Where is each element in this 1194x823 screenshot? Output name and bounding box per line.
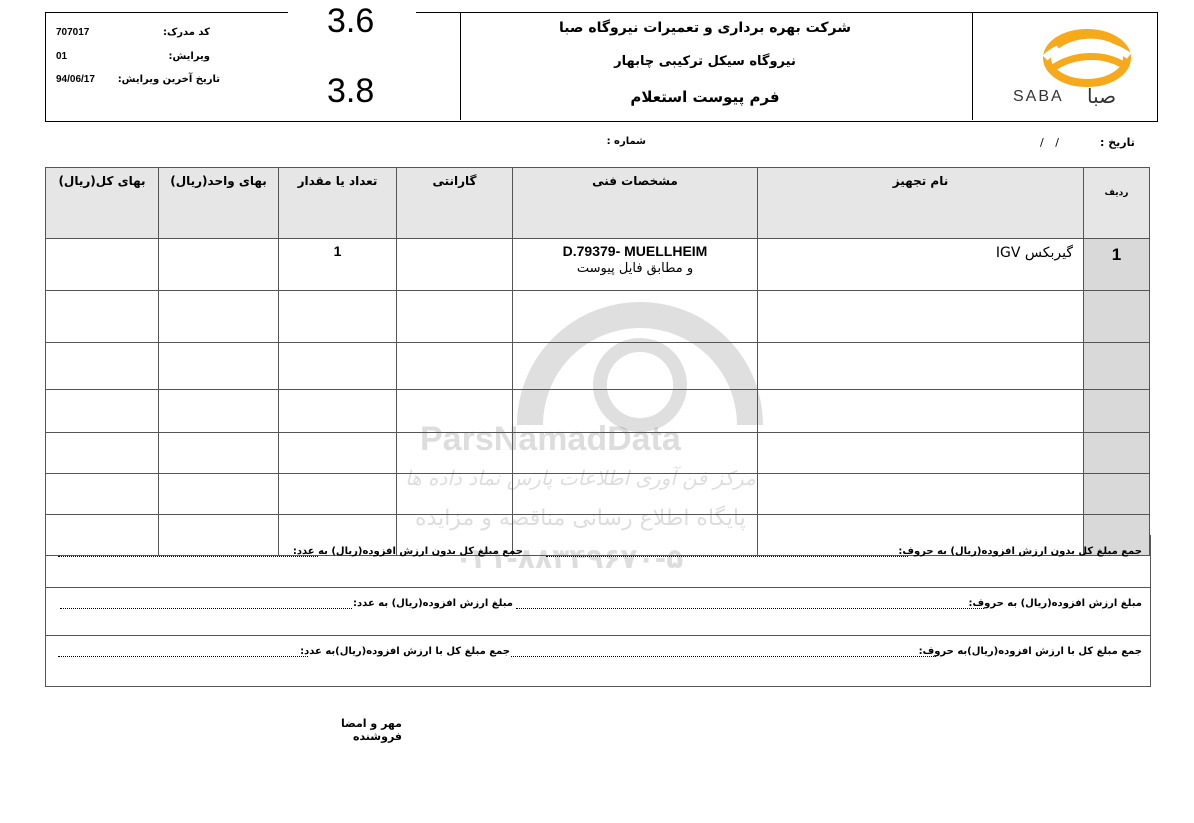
overlay-number-1: 3.6 [327, 2, 375, 40]
saba-logo [1005, 18, 1150, 113]
last-edit-value: 94/06/17 [56, 74, 95, 85]
row-number: 1 [1084, 239, 1150, 291]
seller-seal-label: مهر و امضا فروشنده [341, 717, 402, 743]
form-title: فرم پیوست استعلام [630, 88, 780, 106]
items-table [45, 167, 1150, 556]
logo-text-fa: صبا [1087, 84, 1117, 108]
watermark-phone: ۰۲۱-۸۸۳۴۹۶۷۰-۵ [455, 542, 684, 575]
logo-text-latin: SABA [1013, 88, 1064, 105]
total-with-vat-words-label: جمع مبلغ کل با ارزش افزوده(ریال)به حروف: [918, 646, 1142, 657]
header-divider-logo [972, 12, 973, 120]
col-row: ردیف [1084, 168, 1150, 239]
table-row [46, 239, 1150, 291]
item-total-price [46, 239, 159, 291]
version-value: 01 [56, 51, 68, 62]
table-row [46, 291, 1150, 343]
col-qty: تعداد یا مقدار [279, 168, 397, 239]
item-warranty [397, 239, 513, 291]
vat-words-label: مبلغ ارزش افزوده(ریال) به حروف: [968, 598, 1142, 609]
col-spec: مشخصات فنی [513, 168, 758, 239]
last-edit-label: تاریخ آخرین ویرایش: [117, 74, 220, 85]
item-unit-price [159, 239, 279, 291]
version-label: ویرایش: [168, 51, 210, 62]
spec-line-2: و مطابق فایل پیوست [576, 261, 694, 276]
number-label: شماره : [606, 136, 646, 147]
watermark-fa-line1: مرکز فن آوری اطلاعات پارس نماد داده ها [405, 466, 756, 490]
total-no-vat-words-dots [546, 555, 908, 557]
vat-words-dots [516, 607, 984, 609]
totals-divider-2 [46, 635, 1150, 636]
company-name: شرکت بهره برداری و تعمیرات نیروگاه صبا [558, 20, 852, 36]
item-qty: 1 [279, 239, 397, 291]
totals-box [45, 535, 1151, 687]
col-total-price: بهای کل(ریال) [46, 168, 159, 239]
plant-name: نیروگاه سیکل ترکیبی چابهار [614, 54, 796, 69]
table-row [46, 474, 1150, 515]
col-warranty: گارانتی [397, 168, 513, 239]
doc-code-value: 707017 [56, 27, 90, 38]
total-with-vat-num-label: جمع مبلغ کل با ارزش افزوده(ریال)به عدد: [300, 646, 510, 657]
watermark-latin: ParsNamadData [420, 420, 681, 458]
table-row [46, 343, 1150, 390]
header-divider-right [460, 12, 461, 120]
vat-num-label: مبلغ ارزش افزوده(ریال) به عدد: [353, 598, 513, 609]
total-with-vat-num-dots [58, 655, 308, 657]
table-row [46, 433, 1150, 474]
col-name: نام تجهیز [758, 168, 1084, 239]
doc-code-label: کد مدرک: [162, 27, 210, 38]
item-spec [513, 239, 758, 291]
total-no-vat-words-label: جمع مبلغ کل بدون ارزش افزوده(ریال) به حروف: [898, 546, 1142, 557]
col-unit-price: بهای واحد(ریال) [159, 168, 279, 239]
table-header-row [46, 168, 1150, 239]
overlay-number-2: 3.8 [327, 72, 375, 110]
date-value: / / [1040, 136, 1059, 149]
total-no-vat-num-label: جمع مبلغ کل بدون ارزش افزوده(ریال) به عدد: [292, 546, 523, 557]
watermark-fa-line2: پایگاه اطلاع رسانی مناقصه و مزایده [415, 506, 746, 531]
spec-line-1: D.79379- MUELLHEIM [562, 243, 708, 259]
totals-divider-1 [46, 587, 1150, 588]
vat-num-dots [60, 607, 352, 609]
date-label: تاریخ : [1100, 136, 1135, 149]
item-name: گیربکس IGV [758, 239, 1084, 291]
table-row [46, 390, 1150, 433]
total-with-vat-words-dots [511, 655, 936, 657]
total-no-vat-num-dots [58, 555, 318, 557]
